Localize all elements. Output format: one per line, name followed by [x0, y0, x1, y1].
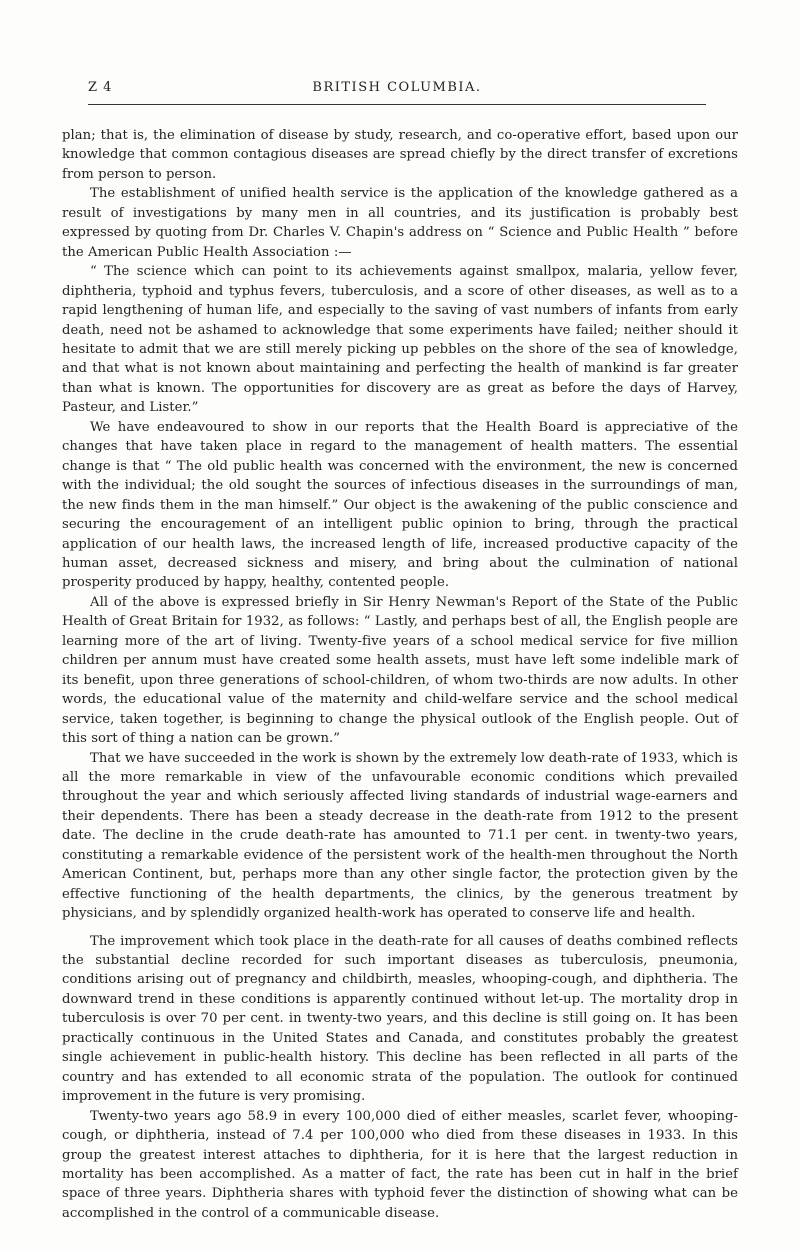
- paragraph: plan; that is, the elimination of disease by study, research, and co-operative effort, based upon our knowledge that common contagious diseases are spread chiefly by the direct transfer of excretions from person to person.: [62, 128, 738, 182]
- page-number: Z 4: [88, 80, 113, 95]
- body-text: [62, 126, 738, 1223]
- paragraph: We have endeavoured to show in our reports that the Health Board is appreciative of the changes that have taken place in regard to the management of health matters. The essential change is that “ The old public health was concerned with the environment, the new is concerned with the individual; the old sought the sources of infectious diseases in the surroundings of man, the new finds them in the man himself.” Our object is the awakening of the public conscience and securing the encouragement of an intelligent public opinion to bring, through the practical application of our health laws, the increased length of life, increased productive capacity of the human asset, decreased sickness and misery, and bring about the culmination of national prosperity produced by happy, healthy, contented people.: [62, 419, 738, 591]
- paragraph: Twenty-two years ago 58.9 in every 100,000 died of either measles, scarlet fever, whooping-cough, or diphtheria, instead of 7.4 per 100,000 who died from these diseases in 1933. In this group the greatest interest attaches to diphtheria, for it is here that the largest reduction in mortality has been accomplished. As a matter of fact, the rate has been cut in half in the brief space of three years. Diphtheria shares with typhoid fever the distinction of showing what can be accomplished in the control of a communicable disease.: [62, 1108, 738, 1221]
- quotation-paragraph: “ The science which can point to its achievements against smallpox, malaria, yellow fever, diphtheria, typhoid and typhus fevers, tuberculosis, and a score of other diseases, as well as to a rapid lengthening of human life, and especially to the saving of vast numbers of infants from early death, need not be ashamed to acknowledge that some experiments have failed; neither should it hesitate to admit that we are still merely picking up pebbles on the shore of the sea of knowledge, and that what is not known about maintaining and perfecting the health of mankind is far greater than what is known. The opportunities for discovery are as great as before the days of Harvey, Pasteur, and Lister.”: [62, 264, 738, 416]
- paragraph: The improvement which took place in the death-rate for all causes of deaths combined reflects the substantial decline recorded for such important diseases as tuberculosis, pneumonia, conditions arising out of pregnancy and childbirth, measles, whooping-cough, and diphtheria. The downward trend in these conditions is apparently continued without let-up. The mortality drop in tuberculosis is over 70 per cent. in twenty-two years, and this decline is still going on. It has been practically continuous in the United States and Canada, and constitutes probably the greatest single achievement in public-health history. This decline has been reflected in all parts of the country and has extended to all economic strata of the population. The outlook for continued improvement in the future is very promising.: [62, 933, 738, 1105]
- paragraph: The establishment of unified health service is the application of the knowledge gathered as a result of investigations by many men in all countries, and its justification is probably best expressed by quoting from Dr. Charles V. Chapin's address on “ Science and Public Health ” before the American Public Health Association :—: [62, 186, 738, 260]
- header-rule: [88, 104, 706, 105]
- running-head: BRITISH COLUMBIA.: [312, 80, 482, 95]
- paragraph: That we have succeeded in the work is shown by the extremely low death-rate of 1933, which is all the more remarkable in view of the unfavourable economic conditions which prevailed throughout the year and which seriously affected living standards of industrial wage-earners and their dependents. There has been a steady decrease in the death-rate from 1912 to the present date. The decline in the crude death-rate has amounted to 71.1 per cent. in twenty-two years, constituting a remarkable evidence of the persistent work of the health-men throughout the North American Continent, but, perhaps more than any other single factor, the protection given by the effective functioning of the health departments, the clinics, by the generous treatment by physicians, and by splendidly organized health-work has operated to conserve life and health.: [62, 750, 738, 922]
- page-header: [88, 80, 706, 106]
- paragraph: All of the above is expressed briefly in Sir Henry Newman's Report of the State of the Public Health of Great Britain for 1932, as follows: “ Lastly, and perhaps best of all, the English people are learning more of the art of living. Twenty-five years of a school medical service for five million children per annum must have created some health assets, must have left some indelible mark of its benefit, upon three generations of school-children, of whom two-thirds are now adults. In other words, the educational value of the maternity and child-welfare service and the school medical service, taken together, is beginning to change the physical outlook of the English people. Out of this sort of thing a nation can be grown.”: [62, 594, 738, 747]
